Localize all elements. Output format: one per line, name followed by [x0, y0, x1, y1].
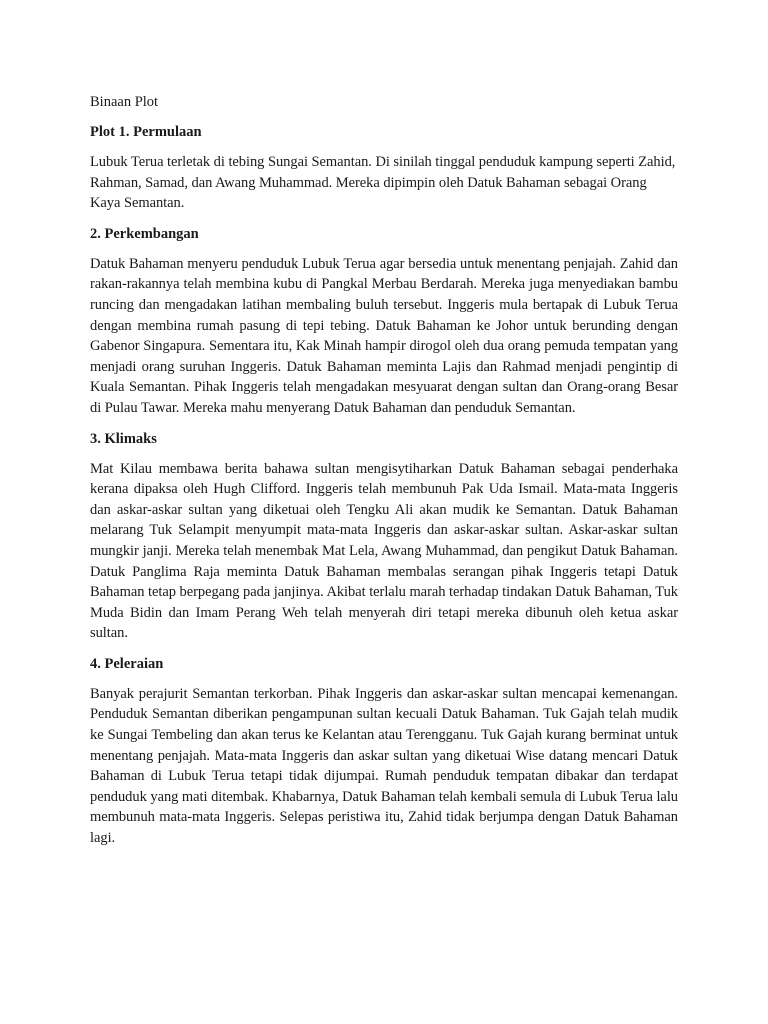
section-perkembangan: [90, 224, 678, 419]
section-heading: 4. Peleraian: [90, 655, 164, 672]
document-page: [90, 92, 678, 859]
section-heading: Plot 1. Permulaan: [90, 124, 202, 140]
section-body: Banyak perajurit Semantan terkorban. Pihak Inggeris dan askar-askar sultan mencapai kemenangan. Penduduk Semantan diberikan pengampunan sultan kecuali Datuk Bahaman. Tuk Gajah telah mudik ke Sungai Tembeling dan akan terus ke Kelantan atau Terengganu. Tuk Gajah kurang berminat untuk menentang penjajah. Mata-mata Inggeris dan askar sultan yang diketuai Wise datang mencari Datuk Bahaman di Lubuk Terua tetapi tidak dijumpai. Rumah penduduk tempatan dibakar dan terdapat penduduk yang mati ditembak. Khabarnya, Datuk Bahaman telah kembali semula di Lubuk Terua lalu membunuh mata-mata Inggeris. Selepas peristiwa itu, Zahid tidak berjumpa dengan Datuk Bahaman lagi.: [90, 685, 678, 847]
section-body: Datuk Bahaman menyeru penduduk Lubuk Terua agar bersedia untuk menentang penjajah. Zahid dan rakan-rakannya telah membina kubu di Pangkal Merbau Berdarah. Mereka juga menyediakan bambu runcing dan mengadakan latihan membaling buluh tersebut. Inggeris mula bertapak di Lubuk Terua dengan membina rumah pasung di tepi tebing. Datuk Bahaman ke Johor untuk berunding dengan Gabenor Singapura. Sementara itu, Kak Minah hampir dirogol oleh dua orang pemuda tempatan yang menjadi orang suruhan Inggeris. Datuk Bahaman meminta Lajis dan Rahmad menjadi pengintip di Kuala Semantan. Pihak Inggeris telah mengadakan mesyuarat dengan sultan dan Orang-orang Besar di Pulau Tawar. Mereka mahu menyerang Datuk Bahaman dan penduduk Semantan.: [90, 255, 678, 416]
document-title: Binaan Plot: [90, 94, 159, 110]
section-peleraian: [90, 654, 678, 849]
section-permulaan: [90, 122, 678, 214]
section-klimaks: [90, 429, 678, 644]
section-body: Mat Kilau membawa berita bahawa sultan mengisytiharkan Datuk Bahaman sebagai penderhaka kerana dipaksa oleh Hugh Clifford. Inggeris telah membunuh Pak Uda Ismail. Mata-mata Inggeris dan askar-askar sultan yang diketuai oleh Tengku Ali akan mudik ke Semantan. Datuk Bahaman melarang Tuk Selampit menyumpit mata-mata Inggeris dan askar-askar sultan. Askar-askar sultan mungkir janji. Mereka telah menembak Mat Lela, Awang Muhammad, dan pengikut Datuk Bahaman. Datuk Panglima Raja meminta Datuk Bahaman membalas serangan pihak Inggeris tetapi Datuk Bahaman tetap berpegang pada janjinya. Akibat terlalu marah terhadap tindakan Datuk Bahaman, Tuk Muda Bidin dan Imam Perang Weh telah menyerah diri tetapi mereka dibunuh oleh ketua askar sultan.: [90, 460, 678, 642]
section-body: Lubuk Terua terletak di tebing Sungai Semantan. Di sinilah tinggal penduduk kampung seperti Zahid, Rahman, Samad, dan Awang Muhammad. Mereka dipimpin oleh Datuk Bahaman sebagai Orang Kaya Semantan.: [90, 154, 676, 212]
section-heading: 3. Klimaks: [90, 430, 157, 447]
section-heading: 2. Perkembangan: [90, 225, 199, 242]
